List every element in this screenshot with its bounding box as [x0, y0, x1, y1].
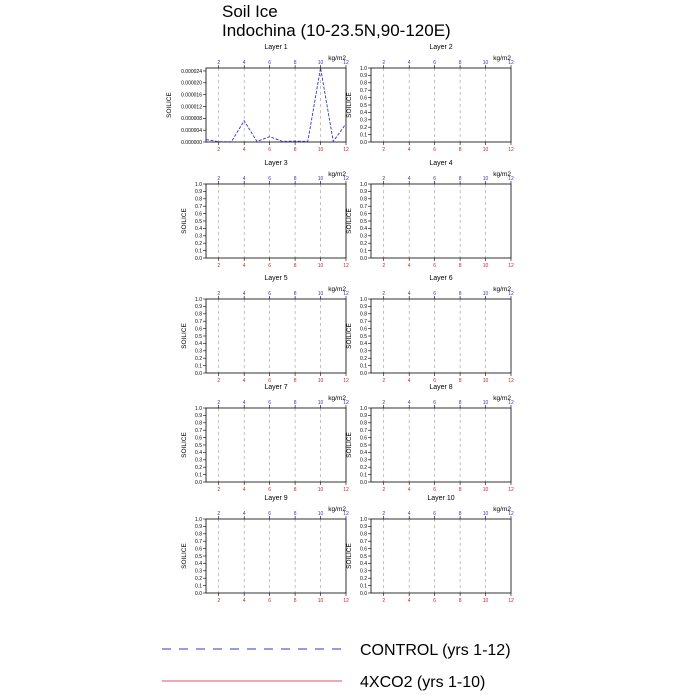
y-tick-label: 0.1	[360, 583, 367, 590]
y-tick-label: 0.9	[360, 413, 367, 420]
legend-control-label: CONTROL (yrs 1-12)	[360, 642, 511, 659]
panel-units: kg/m2	[328, 506, 346, 513]
y-tick-label: 1.0	[195, 296, 202, 303]
plot-frame	[206, 68, 346, 142]
x-tick-label-top: 4	[242, 60, 246, 66]
panel-3	[181, 160, 349, 269]
y-tick-label: 1.0	[195, 181, 202, 188]
y-tick-label: 0.8	[195, 420, 202, 427]
y-tick-label: 0.3	[195, 457, 202, 464]
y-tick-label: 0.000012	[181, 104, 202, 111]
panel-units: kg/m2	[493, 506, 511, 513]
x-tick-label-bottom: 10	[482, 598, 489, 604]
y-tick-label: 0.1	[360, 363, 367, 370]
plot-frame	[371, 408, 511, 482]
panel-units: kg/m2	[328, 55, 346, 62]
y-tick-label: 0.000024	[181, 68, 202, 75]
panel-units: kg/m2	[493, 171, 511, 178]
panel-title: Layer 3	[264, 160, 288, 167]
panel-4	[346, 160, 514, 269]
panel-units: kg/m2	[328, 286, 346, 293]
x-tick-label-bottom: 12	[508, 263, 514, 269]
y-tick-label: 0.6	[360, 546, 367, 553]
y-tick-label: 0.7	[360, 88, 367, 94]
x-tick-label-bottom: 10	[317, 378, 324, 384]
x-tick-label-top: 4	[407, 511, 411, 517]
y-tick-label: 0.7	[360, 539, 367, 545]
y-axis-label: SOILICE	[181, 208, 188, 234]
x-tick-label-bottom: 8	[458, 487, 462, 493]
y-tick-label: 0.0	[195, 255, 202, 262]
y-tick-label: 0.1	[195, 472, 202, 479]
x-tick-label-bottom: 10	[482, 487, 489, 493]
y-tick-label: 0.7	[195, 428, 202, 434]
panel-5	[181, 275, 349, 384]
y-axis-label: SOILICE	[346, 432, 353, 458]
x-tick-label-top: 2	[382, 511, 386, 517]
panel-units: kg/m2	[328, 395, 346, 402]
x-tick-label-top: 10	[317, 511, 324, 517]
y-tick-label: 0.6	[195, 546, 202, 553]
y-tick-label: 0.6	[360, 211, 367, 218]
y-tick-label: 0.4	[195, 450, 202, 457]
y-tick-label: 0.8	[360, 311, 367, 318]
y-axis-label: SOILICE	[346, 208, 353, 234]
panel-units: kg/m2	[493, 286, 511, 293]
x-tick-label-bottom: 12	[343, 598, 349, 604]
y-tick-label: 0.1	[360, 248, 367, 255]
y-tick-label: 0.3	[360, 457, 367, 464]
plot-frame	[206, 408, 346, 482]
x-tick-label-bottom: 10	[482, 147, 489, 153]
y-tick-label: 1.0	[360, 296, 367, 303]
y-tick-label: 0.9	[360, 304, 367, 311]
x-tick-label-bottom: 8	[458, 598, 462, 604]
panel-units: kg/m2	[493, 395, 511, 402]
x-tick-label-top: 10	[317, 60, 324, 66]
x-tick-label-bottom: 10	[317, 487, 324, 493]
y-tick-label: 0.2	[360, 576, 367, 582]
x-tick-label-top: 8	[458, 400, 462, 406]
y-tick-label: 0.7	[195, 319, 202, 325]
y-tick-label: 0.0	[360, 479, 367, 486]
y-tick-label: 0.5	[195, 442, 202, 449]
x-tick-label-top: 10	[482, 60, 489, 66]
y-tick-label: 0.000004	[181, 127, 202, 134]
x-tick-label-top: 2	[217, 176, 221, 182]
x-tick-label-bottom: 4	[407, 263, 411, 269]
y-tick-label: 0.8	[360, 420, 367, 427]
y-tick-label: 0.3	[360, 233, 367, 240]
y-tick-label: 0.0	[195, 370, 202, 377]
x-tick-label-top: 6	[268, 60, 272, 66]
y-tick-label: 0.5	[195, 218, 202, 225]
panel-8	[346, 384, 514, 493]
y-tick-label: 1.0	[360, 516, 367, 523]
x-tick-label-bottom: 4	[242, 147, 246, 153]
x-tick-label-top: 12	[343, 176, 349, 182]
x-tick-label-bottom: 6	[433, 263, 437, 269]
x-tick-label-top: 8	[293, 511, 297, 517]
x-tick-label-top: 2	[382, 60, 386, 66]
panel-title: Layer 9	[264, 495, 288, 502]
x-tick-label-bottom: 2	[217, 487, 221, 493]
x-tick-label-top: 10	[482, 176, 489, 182]
x-tick-label-top: 2	[217, 291, 221, 297]
y-tick-label: 0.2	[360, 125, 367, 131]
y-tick-label: 0.1	[195, 248, 202, 255]
y-tick-label: 0.1	[360, 472, 367, 479]
panel-9	[181, 495, 349, 604]
x-tick-label-bottom: 4	[407, 598, 411, 604]
x-tick-label-bottom: 4	[407, 487, 411, 493]
y-axis-label: SOILICE	[346, 92, 353, 118]
x-tick-label-top: 8	[293, 60, 297, 66]
x-tick-label-bottom: 12	[508, 487, 514, 493]
x-tick-label-top: 4	[407, 60, 411, 66]
panel-2	[346, 44, 514, 153]
x-tick-label-top: 12	[343, 291, 349, 297]
x-tick-label-bottom: 2	[382, 263, 386, 269]
panel-title: Layer 7	[264, 384, 288, 391]
x-tick-label-bottom: 12	[508, 378, 514, 384]
x-tick-label-top: 6	[433, 176, 437, 182]
plot-frame	[371, 299, 511, 373]
x-tick-label-top: 8	[458, 60, 462, 66]
x-tick-label-bottom: 4	[242, 378, 246, 384]
y-tick-label: 0.9	[360, 189, 367, 196]
x-tick-label-top: 12	[508, 60, 514, 66]
x-tick-label-top: 4	[242, 291, 246, 297]
x-tick-label-bottom: 10	[317, 263, 324, 269]
x-tick-label-top: 2	[382, 291, 386, 297]
plot-frame	[371, 184, 511, 258]
figure-title: Soil Ice	[222, 2, 278, 21]
y-tick-label: 1.0	[360, 65, 367, 72]
y-tick-label: 0.2	[360, 465, 367, 471]
x-tick-label-bottom: 8	[293, 487, 297, 493]
x-tick-label-bottom: 8	[458, 263, 462, 269]
x-tick-label-top: 8	[293, 176, 297, 182]
panel-7	[181, 384, 349, 493]
x-tick-label-bottom: 6	[433, 378, 437, 384]
y-tick-label: 0.7	[195, 204, 202, 210]
y-tick-label: 0.9	[195, 304, 202, 311]
x-tick-label-top: 4	[407, 400, 411, 406]
panel-title: Layer 2	[429, 44, 453, 51]
x-tick-label-top: 8	[458, 291, 462, 297]
x-tick-label-top: 8	[293, 291, 297, 297]
y-tick-label: 0.7	[360, 204, 367, 210]
panel-10	[346, 495, 514, 604]
y-tick-label: 0.0	[360, 590, 367, 597]
panel-title: Layer 5	[264, 275, 288, 282]
y-tick-label: 0.0	[195, 590, 202, 597]
plot-frame	[371, 519, 511, 593]
x-tick-label-bottom: 2	[382, 487, 386, 493]
x-tick-label-top: 10	[317, 176, 324, 182]
legend-4xco2-label: 4XCO2 (yrs 1-10)	[360, 674, 486, 691]
plot-frame	[206, 519, 346, 593]
y-axis-label: SOILICE	[181, 432, 188, 458]
y-tick-label: 0.5	[195, 333, 202, 340]
panel-title: Layer 6	[429, 275, 453, 282]
x-tick-label-bottom: 6	[433, 487, 437, 493]
x-tick-label-bottom: 2	[217, 378, 221, 384]
y-tick-label: 1.0	[195, 405, 202, 412]
x-tick-label-bottom: 2	[217, 598, 221, 604]
x-tick-label-top: 6	[433, 400, 437, 406]
y-tick-label: 0.4	[360, 341, 367, 348]
y-tick-label: 1.0	[360, 181, 367, 188]
y-tick-label: 0.5	[195, 553, 202, 560]
x-tick-label-bottom: 12	[508, 147, 514, 153]
y-tick-label: 0.8	[360, 80, 367, 87]
x-tick-label-bottom: 12	[343, 487, 349, 493]
y-tick-label: 0.5	[360, 333, 367, 340]
x-tick-label-bottom: 6	[268, 487, 272, 493]
x-tick-label-top: 6	[268, 400, 272, 406]
x-tick-label-top: 6	[268, 176, 272, 182]
x-tick-label-bottom: 4	[407, 378, 411, 384]
x-tick-label-bottom: 10	[482, 263, 489, 269]
panel-title: Layer 8	[429, 384, 453, 391]
plot-frame	[206, 184, 346, 258]
x-tick-label-bottom: 8	[293, 263, 297, 269]
x-tick-label-top: 2	[382, 400, 386, 406]
panel-title: Layer 4	[429, 160, 453, 167]
x-tick-label-bottom: 4	[242, 598, 246, 604]
y-tick-label: 0.3	[195, 568, 202, 575]
y-tick-label: 0.4	[360, 110, 367, 117]
series-control-line	[206, 68, 346, 142]
x-tick-label-bottom: 4	[242, 263, 246, 269]
x-tick-label-top: 8	[458, 176, 462, 182]
x-tick-label-top: 4	[242, 176, 246, 182]
y-tick-label: 0.2	[195, 241, 202, 247]
x-tick-label-bottom: 12	[343, 263, 349, 269]
x-tick-label-top: 12	[508, 511, 514, 517]
y-tick-label: 0.4	[195, 226, 202, 233]
x-tick-label-top: 2	[217, 400, 221, 406]
y-tick-label: 0.0	[360, 255, 367, 262]
y-tick-label: 0.4	[195, 561, 202, 568]
panel-1	[166, 44, 349, 153]
y-tick-label: 0.2	[195, 465, 202, 471]
x-tick-label-top: 2	[382, 176, 386, 182]
x-tick-label-top: 4	[242, 511, 246, 517]
x-tick-label-bottom: 6	[268, 378, 272, 384]
y-tick-label: 0.000008	[181, 116, 202, 123]
x-tick-label-bottom: 8	[293, 378, 297, 384]
y-tick-label: 0.1	[195, 583, 202, 590]
x-tick-label-top: 10	[317, 291, 324, 297]
y-tick-label: 0.0	[195, 479, 202, 486]
y-tick-label: 0.9	[360, 73, 367, 80]
x-tick-label-top: 6	[433, 60, 437, 66]
x-tick-label-top: 8	[458, 511, 462, 517]
y-tick-label: 0.6	[360, 326, 367, 333]
x-tick-label-top: 12	[508, 400, 514, 406]
x-tick-label-bottom: 8	[293, 598, 297, 604]
x-tick-label-bottom: 8	[293, 147, 297, 153]
y-tick-label: 0.6	[360, 95, 367, 102]
x-tick-label-top: 8	[293, 400, 297, 406]
x-tick-label-top: 10	[482, 400, 489, 406]
y-tick-label: 0.2	[195, 356, 202, 362]
panel-6	[346, 275, 514, 384]
x-tick-label-bottom: 2	[217, 147, 221, 153]
y-tick-label: 0.4	[360, 561, 367, 568]
plot-frame	[206, 299, 346, 373]
x-tick-label-bottom: 2	[382, 147, 386, 153]
x-tick-label-bottom: 4	[242, 487, 246, 493]
x-tick-label-bottom: 2	[382, 378, 386, 384]
x-tick-label-top: 10	[482, 291, 489, 297]
y-tick-label: 0.000020	[181, 80, 202, 87]
x-tick-label-bottom: 12	[508, 598, 514, 604]
y-tick-label: 0.4	[360, 450, 367, 457]
y-axis-label: SOILICE	[166, 92, 173, 118]
y-tick-label: 0.1	[360, 132, 367, 139]
panel-units: kg/m2	[493, 55, 511, 62]
y-axis-label: SOILICE	[346, 543, 353, 569]
y-axis-label: SOILICE	[346, 323, 353, 349]
y-axis-label: SOILICE	[181, 323, 188, 349]
y-tick-label: 0.4	[195, 341, 202, 348]
x-tick-label-bottom: 6	[268, 263, 272, 269]
y-tick-label: 1.0	[195, 516, 202, 523]
x-tick-label-bottom: 2	[382, 598, 386, 604]
y-tick-label: 0.5	[360, 553, 367, 560]
y-tick-label: 0.8	[360, 531, 367, 538]
y-tick-label: 0.6	[195, 211, 202, 218]
plot-frame	[371, 68, 511, 142]
x-tick-label-bottom: 8	[458, 147, 462, 153]
x-tick-label-bottom: 10	[317, 598, 324, 604]
y-tick-label: 0.9	[360, 524, 367, 531]
y-tick-label: 0.2	[360, 356, 367, 362]
x-tick-label-bottom: 12	[343, 378, 349, 384]
panel-title: Layer 10	[427, 495, 455, 502]
x-tick-label-bottom: 6	[268, 147, 272, 153]
y-tick-label: 0.000000	[181, 139, 202, 146]
x-tick-label-bottom: 6	[268, 598, 272, 604]
panel-title: Layer 1	[264, 44, 288, 51]
x-tick-label-bottom: 6	[433, 147, 437, 153]
x-tick-label-bottom: 4	[407, 147, 411, 153]
y-tick-label: 0.8	[195, 531, 202, 538]
figure-subtitle: Indochina (10-23.5N,90-120E)	[222, 21, 451, 40]
y-tick-label: 0.8	[360, 196, 367, 203]
y-tick-label: 0.8	[195, 196, 202, 203]
y-tick-label: 0.9	[195, 524, 202, 531]
x-tick-label-top: 10	[482, 511, 489, 517]
x-tick-label-top: 6	[268, 511, 272, 517]
x-tick-label-bottom: 2	[217, 263, 221, 269]
x-tick-label-top: 2	[217, 60, 221, 66]
y-tick-label: 0.5	[360, 442, 367, 449]
y-tick-label: 0.7	[360, 428, 367, 434]
y-tick-label: 0.2	[195, 576, 202, 582]
y-tick-label: 0.7	[195, 539, 202, 545]
y-tick-label: 0.5	[360, 218, 367, 225]
x-tick-label-bottom: 6	[433, 598, 437, 604]
y-tick-label: 1.0	[360, 405, 367, 412]
x-tick-label-top: 12	[343, 60, 349, 66]
y-tick-label: 0.3	[360, 348, 367, 355]
y-tick-label: 0.3	[195, 233, 202, 240]
x-tick-label-top: 10	[317, 400, 324, 406]
x-tick-label-bottom: 8	[458, 378, 462, 384]
y-tick-label: 0.8	[195, 311, 202, 318]
y-tick-label: 0.7	[360, 319, 367, 325]
x-tick-label-top: 6	[268, 291, 272, 297]
y-tick-label: 0.9	[195, 413, 202, 420]
y-tick-label: 0.0	[360, 139, 367, 146]
y-tick-label: 0.6	[195, 326, 202, 333]
y-tick-label: 0.4	[360, 226, 367, 233]
x-tick-label-top: 12	[508, 176, 514, 182]
x-tick-label-bottom: 12	[343, 147, 349, 153]
x-tick-label-top: 4	[242, 400, 246, 406]
x-tick-label-top: 2	[217, 511, 221, 517]
y-tick-label: 0.1	[195, 363, 202, 370]
x-tick-label-top: 6	[433, 511, 437, 517]
panel-units: kg/m2	[328, 171, 346, 178]
y-tick-label: 0.3	[360, 117, 367, 124]
x-tick-label-top: 4	[407, 291, 411, 297]
x-tick-label-bottom: 10	[317, 147, 324, 153]
y-tick-label: 0.9	[195, 189, 202, 196]
x-tick-label-top: 12	[343, 511, 349, 517]
y-tick-label: 0.6	[360, 435, 367, 442]
y-tick-label: 0.3	[360, 568, 367, 575]
y-tick-label: 0.0	[360, 370, 367, 377]
x-tick-label-top: 12	[508, 291, 514, 297]
x-tick-label-bottom: 10	[482, 378, 489, 384]
x-tick-label-top: 4	[407, 176, 411, 182]
y-tick-label: 0.6	[195, 435, 202, 442]
y-tick-label: 0.5	[360, 102, 367, 109]
y-tick-label: 0.000016	[181, 92, 202, 99]
y-axis-label: SOILICE	[181, 543, 188, 569]
x-tick-label-top: 12	[343, 400, 349, 406]
y-tick-label: 0.2	[360, 241, 367, 247]
x-tick-label-top: 6	[433, 291, 437, 297]
y-tick-label: 0.3	[195, 348, 202, 355]
